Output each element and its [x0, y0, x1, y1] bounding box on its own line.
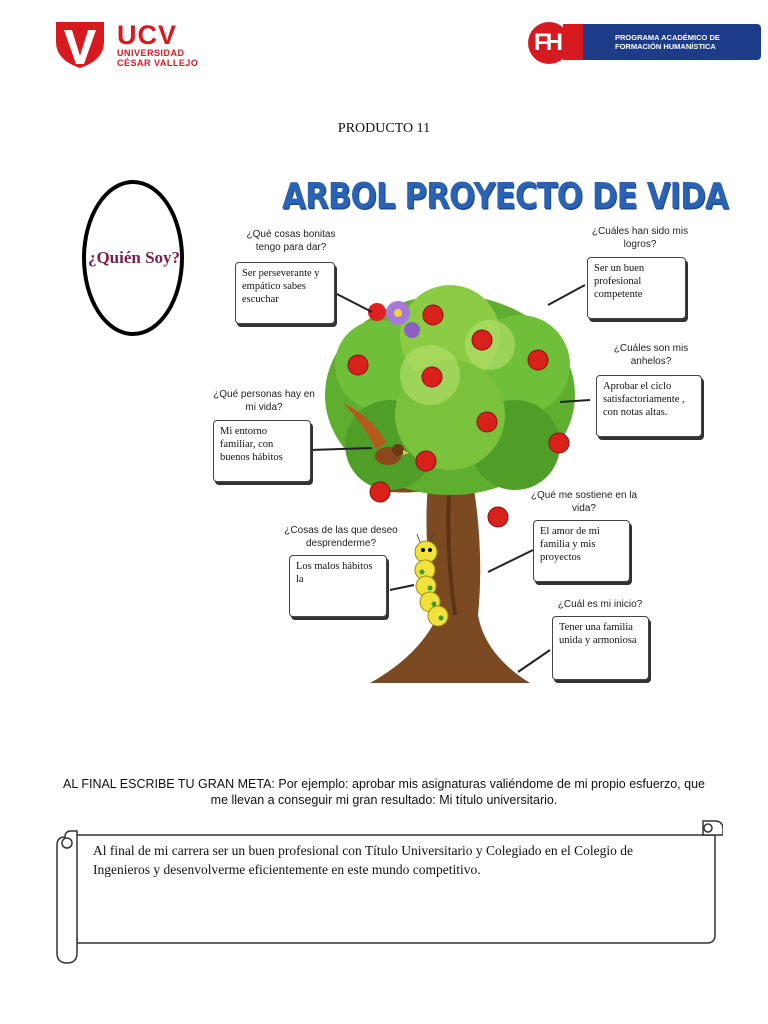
question-personas: ¿Qué personas hay en mi vida? [213, 389, 315, 413]
question-logros: ¿Cuáles han sido mis logros? [591, 226, 689, 250]
answer-personas: Mi entorno familiar, con buenos hábitos [213, 420, 311, 482]
producto-heading: PRODUCTO 11 [337, 121, 431, 136]
answer-logros: Ser un buen profesional competente [587, 257, 686, 319]
question-inicio: ¿Cuál es mi inicio? [557, 599, 643, 610]
ucv-name: UCV [117, 20, 178, 50]
fh-logo-letters: FH [534, 29, 560, 56]
ucv-subtitle: UNIVERSIDAD CÉSAR VALLEJO [117, 48, 199, 68]
question-anhelos: ¿Cuáles son mis anhelos? [613, 343, 689, 367]
answer-cosas-bonitas: Ser perseverante y empático sabes escuchar [235, 262, 335, 324]
quien-soy-label: ¿Quién Soy? [87, 248, 181, 267]
scroll-frame [55, 815, 723, 965]
meta-answer: Al final de mi carrera ser un buen profesional con Título Universitario y Colegiado en el Colegio de Ingenieros y desenvolverme eficientemente en este mundo competitivo. [93, 843, 633, 877]
answer-anhelos: Aprobar el ciclo satisfactoriamente , con notas altas. [596, 375, 702, 437]
question-desprenderme: ¿Cosas de las que deseo desprenderme? [284, 525, 398, 549]
answer-inicio: Tener una familia unida y armoniosa [552, 616, 649, 680]
tree-title: ARBOL PROYECTO DE VIDA [282, 176, 728, 218]
question-sostiene: ¿Qué me sostiene en la vida? [530, 490, 638, 514]
question-cosas-bonitas: ¿Qué cosas bonitas tengo para dar? [246, 229, 336, 253]
answer-desprenderme: Los malos hábitos la [289, 555, 387, 617]
fh-program-name: PROGRAMA ACADÉMICO DE FORMACIÓN HUMANÍSTICA [615, 33, 720, 51]
answer-sostiene: El amor de mi familia y mis proyectos [533, 520, 630, 582]
meta-instruction: AL FINAL ESCRIBE TU GRAN META: Por ejemplo: aprobar mis asignaturas valiéndome de mi propio esfuerzo, que me llevan a conseguir mi gran resultado: Mi título universitario. [63, 777, 705, 807]
